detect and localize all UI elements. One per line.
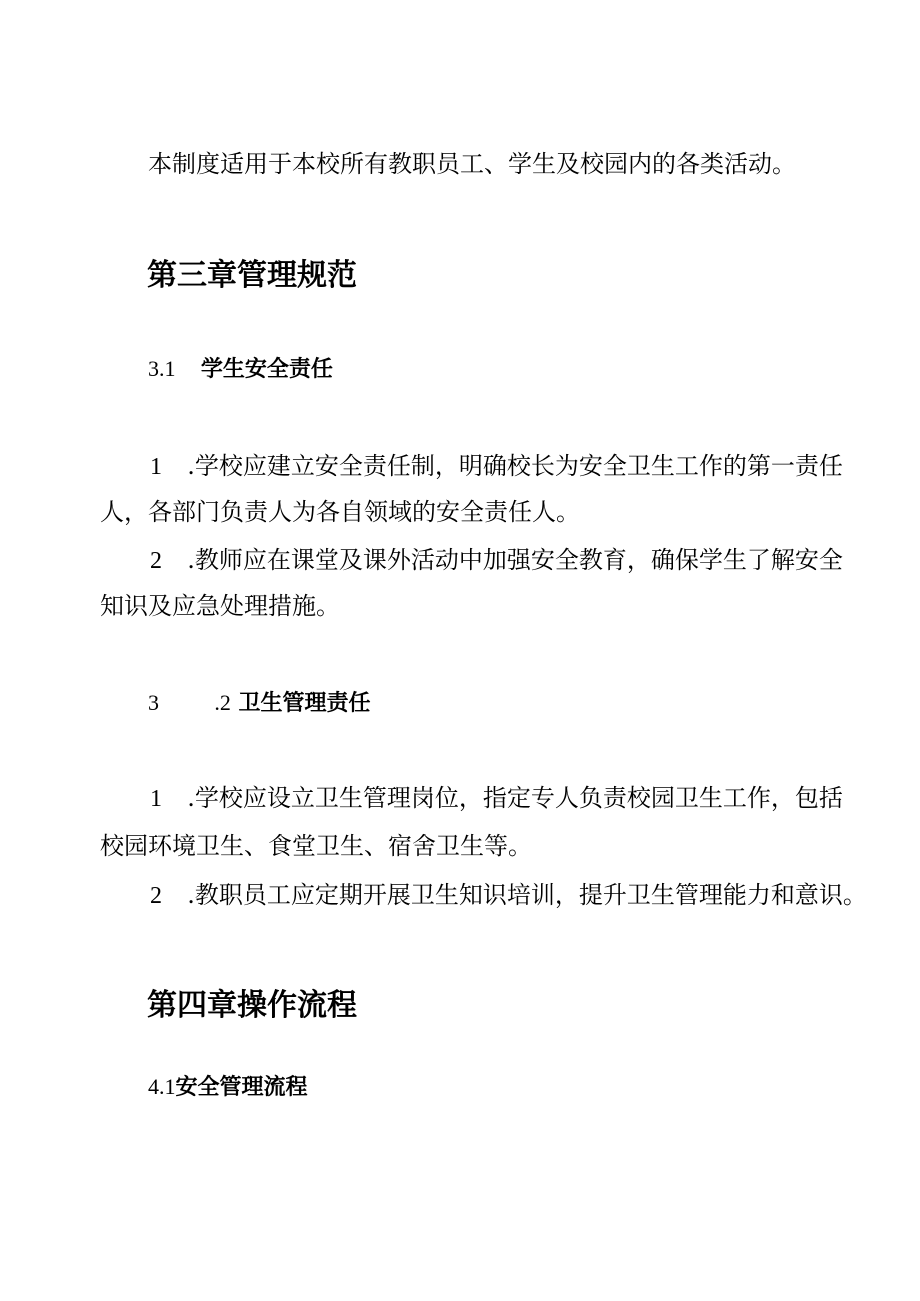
chapter-4-title: 第四章操作流程: [147, 988, 357, 1023]
list-item-continuation: 校园环境卫生、食堂卫生、宿舍卫生等。: [100, 832, 532, 860]
list-item-line: [150, 776, 843, 821]
list-item-marker: 1: [150, 454, 162, 480]
list-item-continuation: 人，各部门负责人为各自领域的安全责任人。: [100, 498, 580, 526]
section-3-1-number: 3.1: [148, 356, 176, 381]
section-4-1-title: 安全管理流程: [175, 1075, 308, 1100]
section-3-2-title: 卫生管理责任: [238, 691, 371, 716]
section-3-2-number-major: 3: [148, 690, 159, 715]
section-3-2-number-minor: .2: [214, 690, 231, 715]
section-4-1-heading: [148, 1070, 308, 1101]
scope-paragraph: 本制度适用于本校所有教职员工、学生及校园内的各类活动。: [148, 150, 796, 178]
chapter-3-title: 第三章管理规范: [147, 258, 357, 293]
list-item-marker: 2: [150, 883, 162, 909]
list-item-marker: 2: [150, 548, 162, 574]
list-item-line: [150, 444, 843, 489]
list-item-text: .教职员工应定期开展卫生知识培训，提升卫生管理能力和意识。: [187, 881, 867, 909]
section-4-1-number: 4.1: [148, 1074, 176, 1099]
list-item-line: [150, 873, 867, 918]
list-item-text: .学校应建立安全责任制，明确校长为安全卫生工作的第一责任: [187, 452, 843, 480]
section-3-1-title: 学生安全责任: [200, 357, 333, 382]
list-item-line: [150, 538, 843, 583]
section-3-1-heading: [148, 352, 333, 383]
list-item-text: .学校应设立卫生管理岗位，指定专人负责校园卫生工作，包括: [187, 784, 843, 812]
list-item-continuation: 知识及应急处理措施。: [100, 592, 340, 620]
list-item-marker: 1: [150, 786, 162, 812]
section-3-2-heading: [148, 686, 371, 717]
list-item-text: .教师应在课堂及课外活动中加强安全教育，确保学生了解安全: [187, 546, 843, 574]
